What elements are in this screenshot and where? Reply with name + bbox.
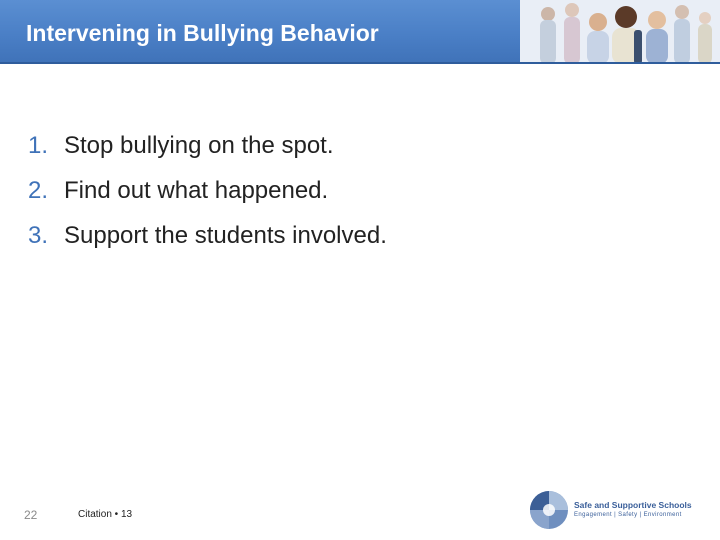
list-item-text: Support the students involved.: [64, 222, 387, 249]
list-item: [28, 222, 688, 267]
safe-supportive-schools-logo: [528, 485, 698, 533]
logo-title: Safe and Supportive Schools: [574, 500, 692, 510]
page-number: 22: [24, 508, 38, 522]
intervention-steps-list: [28, 132, 688, 267]
list-item-number: 3.: [28, 222, 49, 249]
list-item: [28, 132, 688, 177]
globe-logo-icon: [528, 485, 572, 533]
slide-title: Intervening in Bullying Behavior: [26, 20, 379, 46]
list-item-number: 2.: [28, 177, 49, 204]
students-photo: [520, 0, 720, 64]
logo-tagline: Engagement | Safety | Environment: [574, 512, 682, 518]
citation: Citation • 13: [78, 509, 133, 520]
title-bar: [0, 0, 720, 64]
list-item-text: Find out what happened.: [64, 177, 329, 204]
list-item-number: 1.: [28, 132, 49, 159]
list-item-text: Stop bullying on the spot.: [64, 132, 334, 159]
list-item: [28, 177, 688, 222]
